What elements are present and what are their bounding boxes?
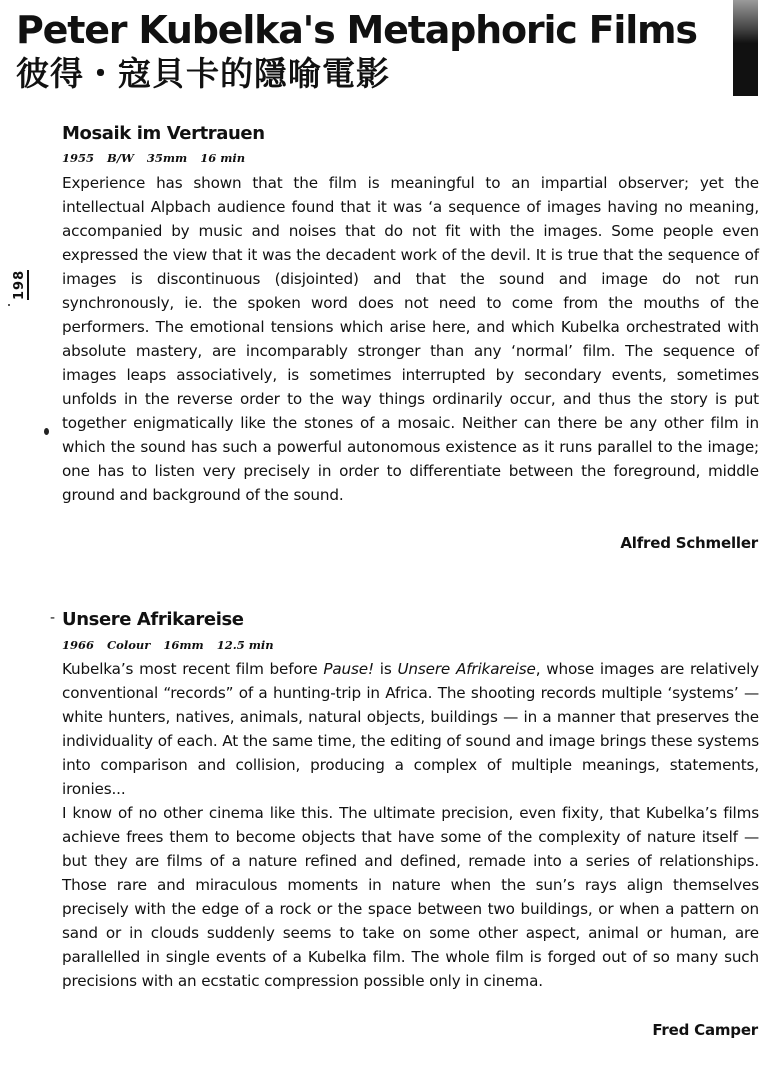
review-author: Alfred Schmeller xyxy=(620,534,758,552)
film-format: 16mm xyxy=(163,638,204,652)
film-duration: 12.5 min xyxy=(216,638,274,652)
margin-mark: - xyxy=(50,610,56,626)
scan-speck xyxy=(44,428,49,435)
page-title: Peter Kubelka's Metaphoric Films xyxy=(16,8,697,52)
review-paragraph: I know of no other cinema like this. The ultimate precision, even fixity, that Kubelka’s films achieve frees them to become objects that have some of the complexity of nature itself — but they are films of a nature refined and defined, remade into a series of relationships. Those rare and miraculous moments in nature when the sun’s rays align themselves precisely with the edge of a rock or the space between two buildings, or when a pattern on sand or in clouds suddenly seems to take on some other aspect, animal or human, are parallelled in single events of a Kubelka film. The whole film is forged out of so many such precisions with an ecstatic compression possible only in cinema. xyxy=(62,804,759,990)
film-meta xyxy=(62,151,254,165)
film-color: B/W xyxy=(107,151,134,165)
review-author: Fred Camper xyxy=(652,1021,758,1039)
film-color: Colour xyxy=(107,638,151,652)
film-year: 1966 xyxy=(62,638,95,652)
film-format: 35mm xyxy=(146,151,188,165)
film-title: Unsere Afrikareise xyxy=(62,609,244,630)
film-duration: 16 min xyxy=(200,151,246,165)
page-number: 198 xyxy=(12,269,27,300)
review-paragraph: Kubelka’s most recent film before Pause! is Unsere Afrikareise, whose images are relatively conventional “records” of a hunting-trip in Africa. The shooting records multiple ‘systems’ — white hunters, natives, animals, natural objects, buildings — in a manner that preserves the individuality of each. At the same time, the editing of sound and image brings these systems into comparison and collision, producing a complex of multiple meanings, statements, ironies... xyxy=(62,660,759,798)
review-paragraph: Experience has shown that the film is meaningful to an impartial observer; yet the intellectual Alpbach audience found that it was ‘a sequence of images having no meaning, accompanied by music and noises that do not fit with the images. Some people even expressed the view that it was the decadent work of the devil. It is true that the sequence of images is discontinuous (disjointed) and that the sound and image do not run synchronously, ie. the spoken word does not need to come from the mouths of the performers. The emotional tensions which arise here, and which Kubelka orchestrated with absolute mastery, are incomparably stronger than any ‘normal’ film. The sequence of images leaps associatively, is sometimes interrupted by secondary events, sometimes unfolds in the reverse order to the way things ordinarily occur, and thus the story is put together enigmatically like the stones of a mosaic. Neither can there be any other film in which the sound has such a powerful autonomous existence as it runs parallel to the image; one has to listen very precisely in order to differentiate between the foreground, middle ground and background of the sound. xyxy=(62,174,759,504)
corner-tab-mark xyxy=(733,0,758,96)
film-year: 1955 xyxy=(62,151,95,165)
scan-speck xyxy=(8,304,10,306)
page-subtitle-chinese: 彼得・寇貝卡的隱喻電影 xyxy=(16,54,390,93)
film-review-body xyxy=(62,657,759,993)
film-meta xyxy=(62,638,283,652)
film-title: Mosaik im Vertrauen xyxy=(62,123,265,144)
film-review-body xyxy=(62,171,759,507)
